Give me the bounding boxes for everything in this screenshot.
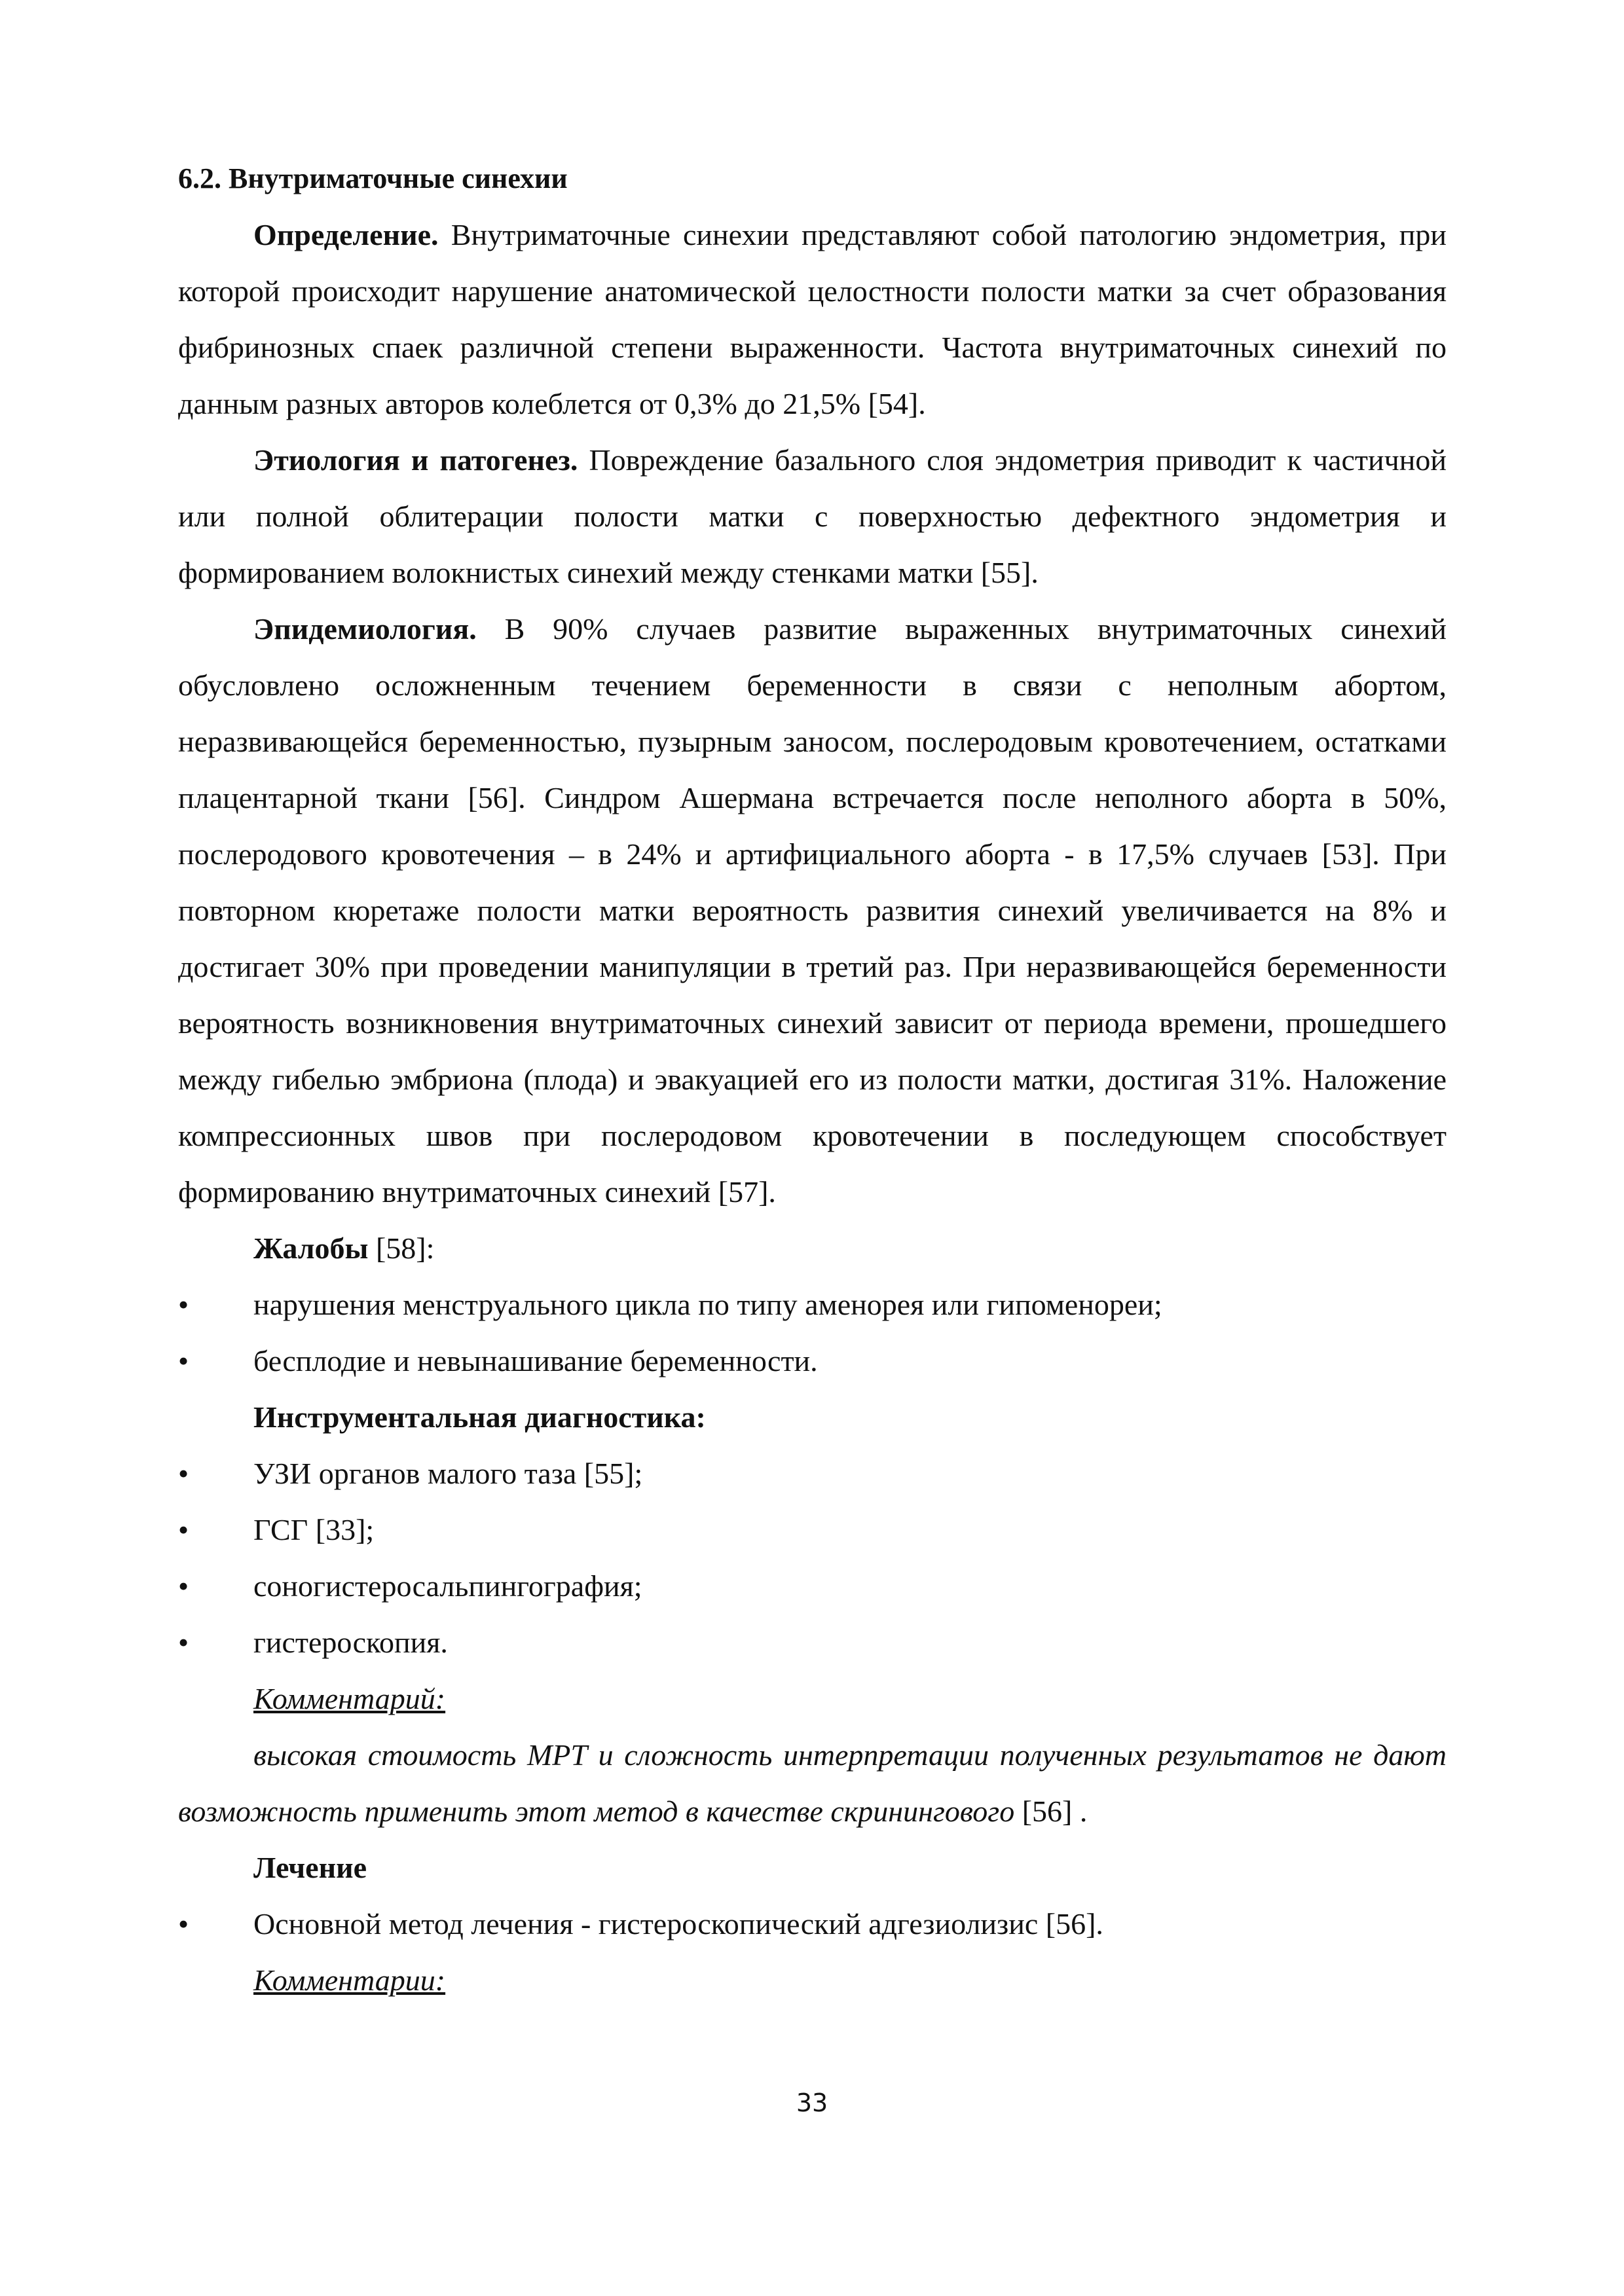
complaints-list <box>178 1277 1447 1389</box>
bullet-icon: • <box>178 1907 189 1941</box>
bullet-icon: • <box>178 1344 189 1377</box>
definition-text: Внутриматочные синехии представляют собой патологию эндометрия, при которой происходит нарушение анатомической целостности полости матки за счет образования фибринозных спаек различной степени выраженности. Частота внутриматочных синехий по данным разных авторов колеблется от 0,3% до 21,5% [54]. <box>178 218 1447 420</box>
list-item-text: Основной метод лечения - гистероскопический адгезиолизис [56]. <box>253 1907 1103 1941</box>
etiology-label: Этиология и патогенез. <box>253 443 578 477</box>
diagnostics-heading <box>178 1389 1447 1446</box>
treatment-list <box>178 1896 1447 1952</box>
list-item <box>178 1502 1447 1558</box>
list-item-text: ГСГ [33]; <box>253 1513 375 1546</box>
list-item <box>178 1896 1447 1952</box>
diagnostics-list <box>178 1446 1447 1671</box>
bullet-icon: • <box>178 1513 189 1546</box>
section-heading: 6.2. Внутриматочные синехии <box>178 162 568 194</box>
list-item-text: бесплодие и невынашивание беременности. <box>253 1344 818 1377</box>
list-item <box>178 1277 1447 1333</box>
bullet-icon: • <box>178 1288 189 1321</box>
list-item-text: нарушения менструального цикла по типу аменорея или гипоменореи; <box>253 1288 1162 1321</box>
complaints-ref: [58]: <box>368 1231 435 1265</box>
definition-label: Определение. <box>253 218 439 251</box>
list-item <box>178 1558 1447 1614</box>
bullet-icon: • <box>178 1626 189 1659</box>
epidemiology-paragraph <box>178 601 1447 1220</box>
epidemiology-text: В 90% случаев развитие выраженных внутриматочных синехий обусловлено осложненным течением беременности в связи с неполным абортом, неразвивающейся беременностью, пузырным заносом, послеродовым кровотечением, остатками плацентарной ткани [56]. Синдром Ашермана встречается после неполного аборта в 50%, послеродового кровотечения – в 24% и артифициального аборта - в 17,5% случаев [53]. При повторном кюретаже полости матки вероятность развития синехий увеличивается на 8% и достигает 30% при проведении манипуляции в третий раз. При неразвивающейся беременности вероятность возникновения внутриматочных синехий зависит от периода времени, прошедшего между гибелью эмбриона (плода) и эвакуацией его из полости матки, достигая 31%. Наложение компрессионных швов при послеродовом кровотечении в последующем способствует формированию внутриматочных синехий [57]. <box>178 612 1447 1209</box>
treatment-heading <box>178 1840 1447 1896</box>
bullet-icon: • <box>178 1569 189 1603</box>
comment-ref: [56] . <box>1014 1795 1088 1828</box>
definition-paragraph <box>178 207 1447 432</box>
page-number: 33 <box>796 2088 828 2117</box>
list-item-text: УЗИ органов малого таза [55]; <box>253 1457 643 1490</box>
list-item <box>178 1614 1447 1671</box>
etiology-paragraph <box>178 432 1447 601</box>
complaints-heading <box>178 1220 1447 1277</box>
list-item-text: гистероскопия. <box>253 1626 448 1659</box>
treatment-label: Лечение <box>253 1851 367 1884</box>
complaints-label: Жалобы <box>253 1231 369 1265</box>
list-item <box>178 1446 1447 1502</box>
comment-paragraph <box>178 1727 1447 1840</box>
comment-title: Комментарий: <box>253 1682 446 1715</box>
diagnostics-label: Инструментальная диагностика: <box>253 1400 706 1434</box>
bullet-icon: • <box>178 1457 189 1490</box>
comment-title-2: Комментарии: <box>253 1963 446 1997</box>
etiology-text: Повреждение базального слоя эндометрия приводит к частичной или полной облитерации полости матки с поверхностью дефектного эндометрия и формированием волокнистых синехий между стенками матки [55]. <box>178 443 1447 589</box>
epidemiology-label: Эпидемиология. <box>253 612 477 646</box>
list-item <box>178 1333 1447 1389</box>
comment-text: высокая стоимость МРТ и сложность интерпретации полученных результатов не дают возможность применить этот метод в качестве скринингового <box>178 1738 1447 1828</box>
list-item-text: соногистеросальпингография; <box>253 1569 642 1603</box>
document-page <box>178 151 1447 2009</box>
